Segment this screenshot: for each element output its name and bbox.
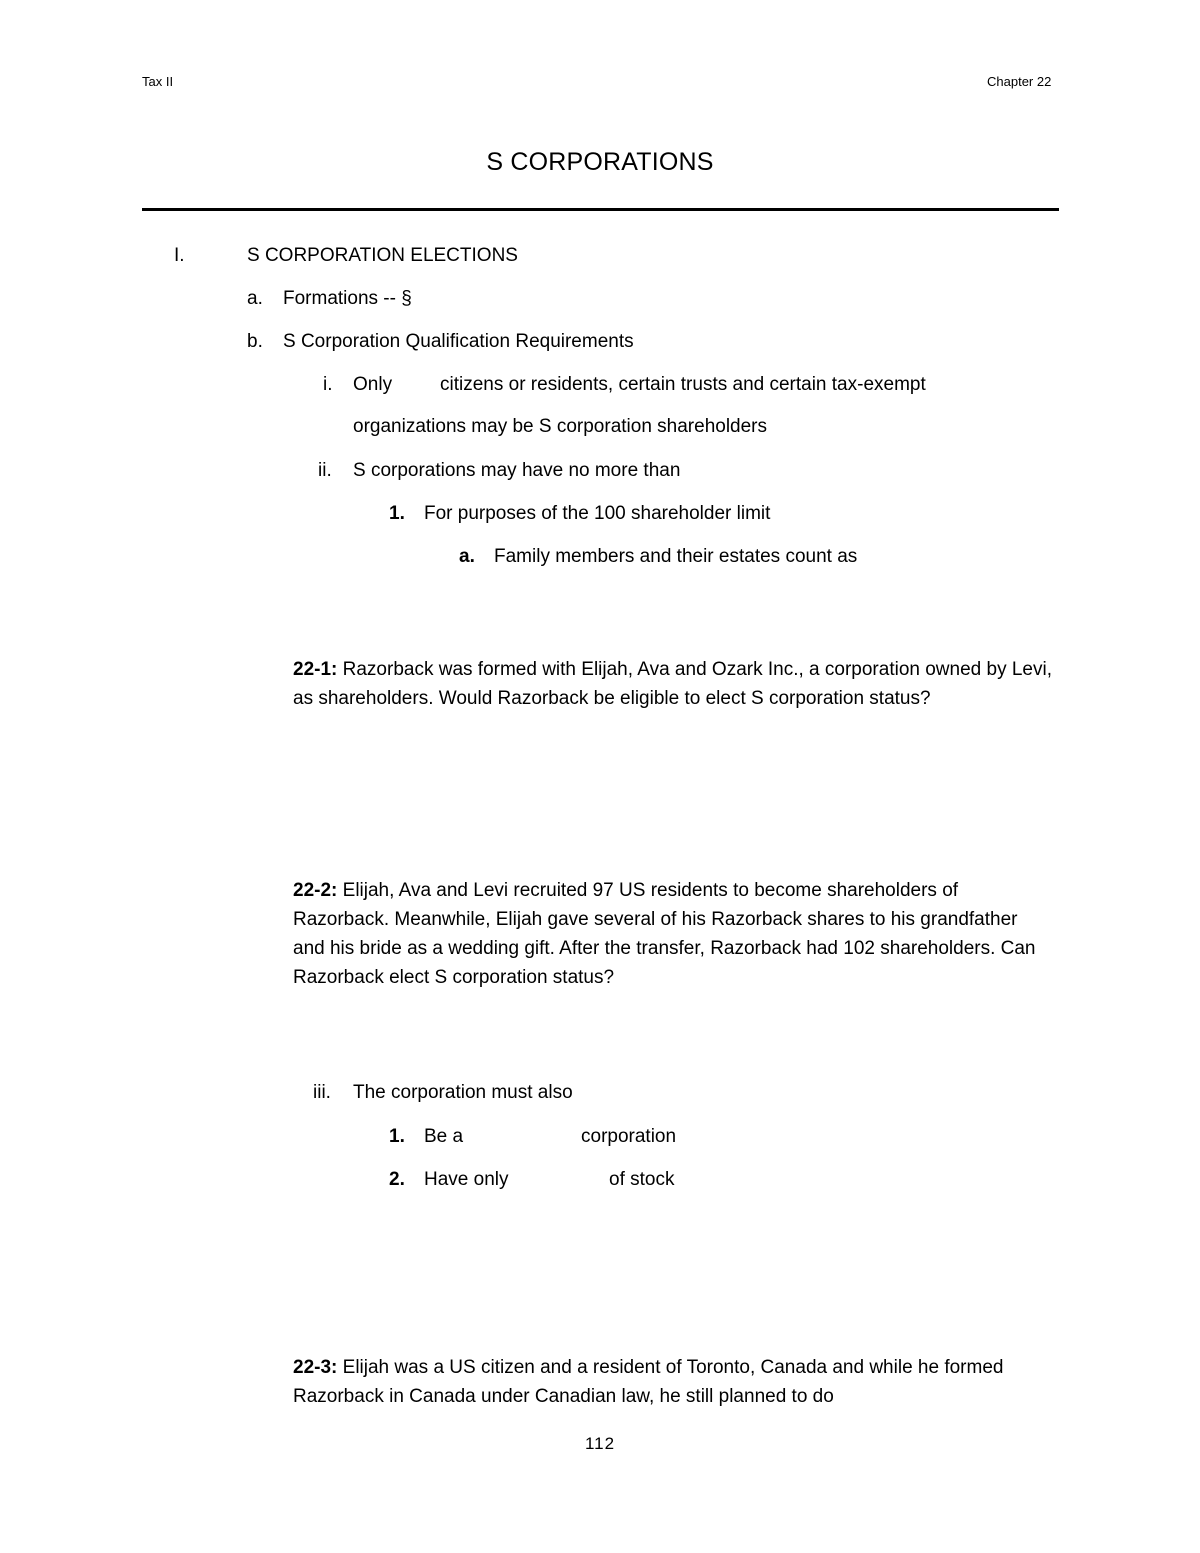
outline-item-b-i-part2: citizens or residents, certain trusts and certain tax-exempt (440, 374, 926, 395)
header-right: Chapter 22 (987, 74, 1052, 89)
problem-22-2 (293, 876, 1053, 992)
outline-item-a: Formations -- § (283, 288, 412, 309)
outline-item-b-iii-1-part2: corporation (581, 1126, 677, 1147)
outline-item-I: S CORPORATION ELECTIONS (247, 245, 518, 266)
outline-marker-b-iii-1: 1. (389, 1126, 405, 1147)
outline-marker-b-ii-1-a: a. (459, 546, 475, 567)
page-number: 112 (584, 1434, 616, 1453)
outline-item-b-iii-1-part1: Be a (424, 1126, 464, 1147)
problem-text: Elijah was a US citizen and a resident of Toronto, Canada and while he formed Razorback in Canada under Canadian law, he still planned to do (293, 1357, 1004, 1407)
problem-22-3 (293, 1353, 1053, 1411)
problem-label: 22-1: (293, 659, 338, 680)
outline-item-b-ii-1: For purposes of the 100 shareholder limit (424, 503, 771, 524)
outline-item-b: S Corporation Qualification Requirements (283, 331, 634, 352)
outline-item-b-ii-1-a: Family members and their estates count as (494, 546, 858, 567)
problem-22-1 (293, 655, 1053, 713)
outline-item-b-iii-2-part1: Have only (424, 1169, 509, 1190)
problem-text: Razorback was formed with Elijah, Ava and Ozark Inc., a corporation owned by Levi, as shareholders. Would Razorback be eligible to elect S corporation status? (293, 659, 1052, 709)
outline-item-b-iii-2-part2: of stock (609, 1169, 675, 1190)
outline-marker-b-iii: iii. (313, 1082, 331, 1103)
outline-marker-a: a. (247, 288, 263, 309)
outline-marker-b-iii-2: 2. (389, 1169, 405, 1190)
outline-marker-b-ii-1: 1. (389, 503, 405, 524)
title-divider (142, 208, 1059, 211)
problem-label: 22-3: (293, 1357, 338, 1378)
outline-item-b-i-line2: organizations may be S corporation shareholders (353, 416, 768, 437)
outline-item-b-i-part1: Only (353, 374, 393, 395)
header-left: Tax II (142, 74, 174, 89)
page-title: S CORPORATIONS (486, 148, 714, 176)
problem-label: 22-2: (293, 880, 338, 901)
outline-item-b-iii: The corporation must also (353, 1082, 573, 1103)
outline-marker-b: b. (247, 331, 263, 352)
outline-marker-b-ii: ii. (318, 460, 332, 481)
outline-item-b-ii: S corporations may have no more than (353, 460, 681, 481)
outline-marker-b-i: i. (323, 374, 333, 395)
outline-marker-I: I. (174, 245, 185, 266)
problem-text: Elijah, Ava and Levi recruited 97 US residents to become shareholders of Razorback. Meanwhile, Elijah gave several of his Razorback shares to his grandfather and his bride as a wedding gift. After the transfer, Razorback had 102 shareholders. Can Razorback elect S corporation status? (293, 880, 1036, 988)
